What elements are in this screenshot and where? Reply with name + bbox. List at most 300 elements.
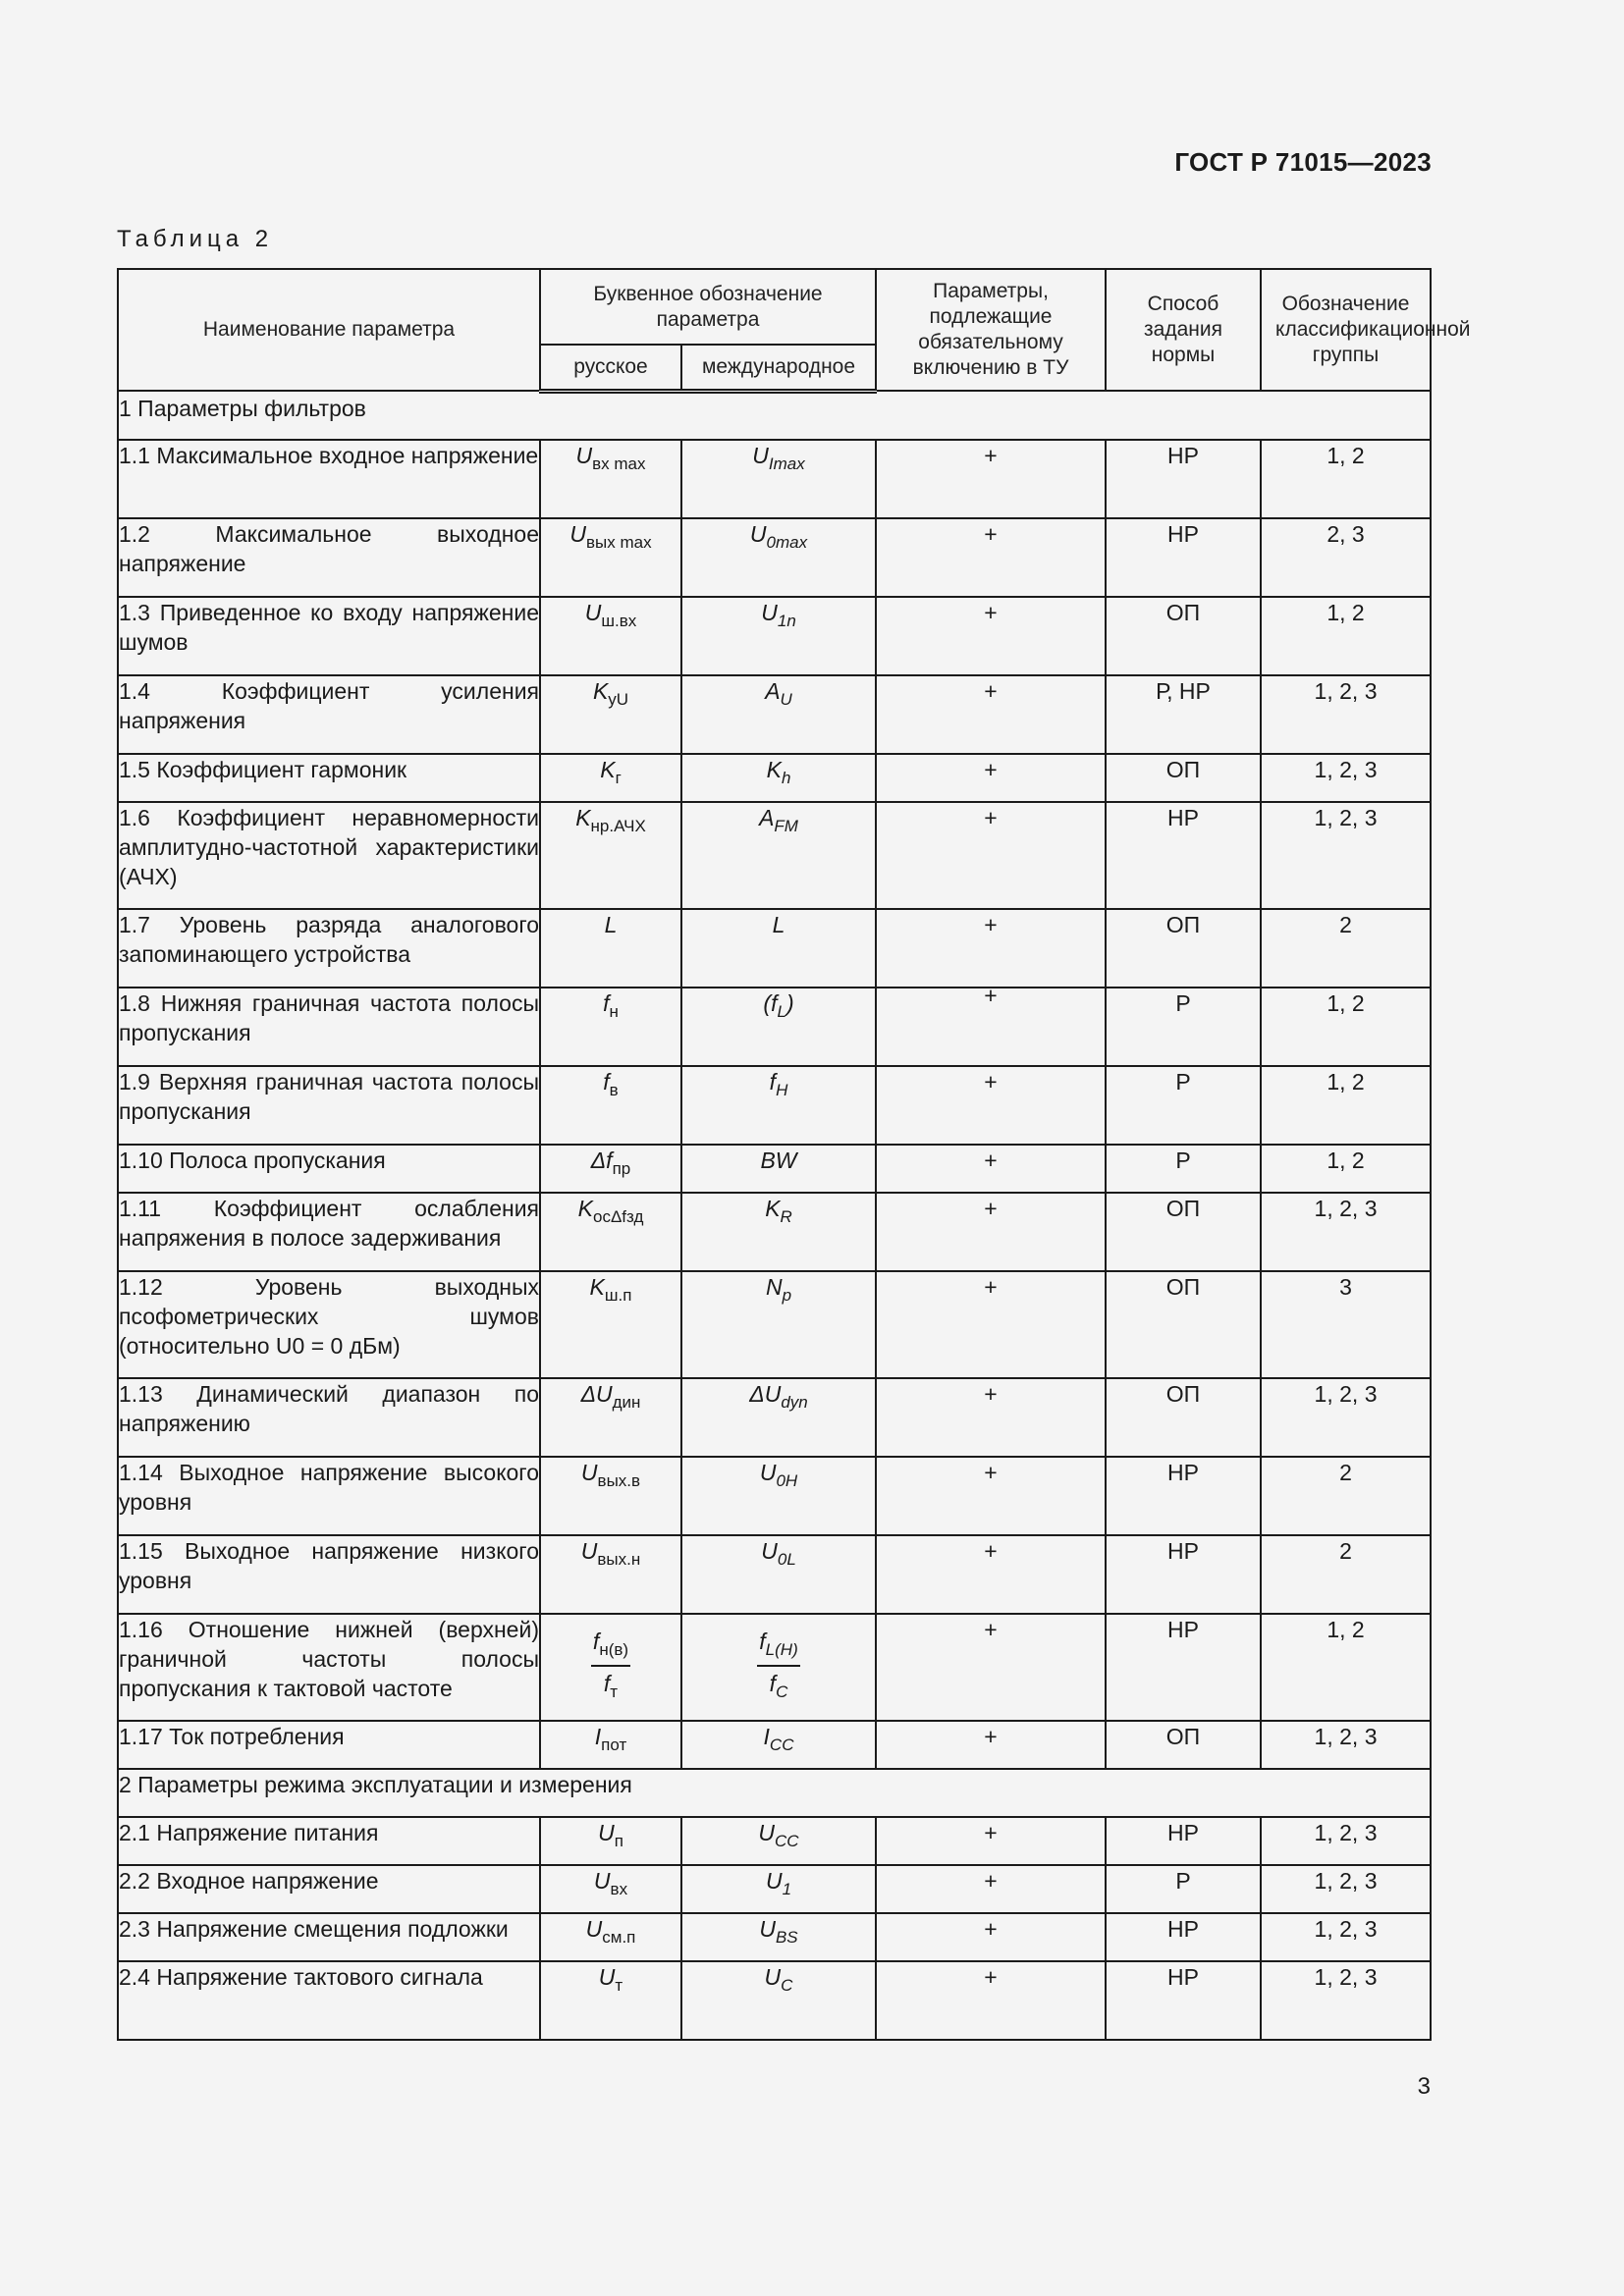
plus-mark: + — [984, 600, 998, 625]
symbol-subscript: нр.АЧХ — [590, 817, 646, 835]
mandatory-mark — [876, 1193, 1106, 1271]
symbol-subscript: R — [780, 1207, 792, 1226]
symbol-subscript: вых.в — [597, 1471, 641, 1490]
symbol-base: U — [761, 600, 778, 625]
fraction-numerator — [757, 1629, 799, 1667]
symbol-base: U — [749, 521, 767, 547]
symbol — [773, 912, 785, 937]
symbol-base: K — [575, 805, 591, 830]
symbol-subscript: L — [777, 1002, 786, 1021]
mandatory-mark — [876, 597, 1106, 675]
symbol-subscript: H — [776, 1081, 788, 1099]
russian-symbol — [540, 1066, 681, 1145]
international-symbol — [681, 1378, 876, 1457]
table-row — [118, 1193, 1431, 1271]
russian-symbol — [540, 1193, 681, 1271]
table-row — [118, 1457, 1431, 1535]
symbol-base: f — [603, 1671, 611, 1696]
table-row — [118, 909, 1431, 988]
symbol — [763, 1724, 794, 1754]
symbol — [759, 1460, 798, 1490]
symbol-subscript: т — [615, 1976, 623, 1995]
table-row — [118, 440, 1431, 518]
parameter-name: 1.3 Приведенное ко входу напряжение шумов — [118, 597, 540, 675]
parameter-name: 1.14 Выходное напряжение высокого уровня — [118, 1457, 540, 1535]
class-group: 1, 2, 3 — [1261, 1913, 1431, 1961]
symbol — [575, 443, 646, 473]
symbol-base: f — [769, 1671, 777, 1696]
symbol-subscript: н — [609, 1002, 619, 1021]
norm-method: ОП — [1106, 597, 1261, 675]
mandatory-mark — [876, 754, 1106, 802]
symbol-suffix: ) — [785, 990, 794, 1016]
parameter-name: 2.3 Напряжение смещения подложки — [118, 1913, 540, 1961]
symbol-subscript: C — [781, 1976, 793, 1995]
class-group: 1, 2 — [1261, 1614, 1431, 1721]
symbol-subscript: ш.вх — [601, 612, 637, 630]
class-group: 1, 2, 3 — [1261, 1817, 1431, 1865]
international-symbol — [681, 1817, 876, 1865]
symbol-subscript: L(H) — [765, 1640, 798, 1659]
mandatory-mark — [876, 1066, 1106, 1145]
parameter-name: 1.8 Нижняя граничная частота полосы пропускания — [118, 988, 540, 1066]
symbol — [763, 990, 794, 1021]
symbol — [752, 443, 805, 473]
table-row — [118, 1721, 1431, 1769]
symbol-subscript: осΔfзд — [592, 1207, 644, 1226]
section-row — [118, 1769, 1431, 1817]
mandatory-mark — [876, 1721, 1106, 1769]
symbol-base: I — [594, 1724, 602, 1749]
symbol-subscript: U — [780, 690, 792, 709]
class-group: 2 — [1261, 1457, 1431, 1535]
symbol-base: U — [584, 600, 602, 625]
symbol — [600, 757, 622, 787]
symbol — [749, 1381, 808, 1412]
symbol — [580, 1538, 641, 1569]
symbol — [569, 521, 652, 552]
mandatory-mark — [876, 1271, 1106, 1378]
section-title: 2 Параметры режима эксплуатации и измерения — [118, 1769, 1431, 1817]
parameter-name: 1.9 Верхняя граничная частота полосы пропускания — [118, 1066, 540, 1145]
russian-symbol — [540, 909, 681, 988]
international-symbol — [681, 1193, 876, 1271]
mandatory-mark — [876, 518, 1106, 597]
plus-mark: + — [984, 1538, 998, 1564]
parameter-name: 1.17 Ток потребления — [118, 1721, 540, 1769]
mandatory-mark — [876, 675, 1106, 754]
norm-method: НР — [1106, 1535, 1261, 1614]
symbol-subscript: см.п — [602, 1928, 636, 1947]
russian-symbol — [540, 1145, 681, 1193]
symbol-base: K — [577, 1196, 593, 1221]
symbol-base: f — [592, 1629, 600, 1654]
russian-symbol — [540, 1865, 681, 1913]
norm-method: НР — [1106, 440, 1261, 518]
table-row — [118, 1961, 1431, 2040]
symbol-subscript: н(в) — [599, 1640, 629, 1659]
symbol-base: K — [592, 678, 609, 704]
norm-method: НР — [1106, 1817, 1261, 1865]
plus-mark: + — [984, 1069, 998, 1095]
russian-symbol — [540, 1961, 681, 2040]
mandatory-mark — [876, 1378, 1106, 1457]
norm-method: Р, НР — [1106, 675, 1261, 754]
symbol-subscript: h — [781, 769, 791, 787]
symbol-base: Δf — [590, 1148, 613, 1173]
symbol-subscript: C — [776, 1682, 788, 1701]
class-group: 1, 2, 3 — [1261, 1721, 1431, 1769]
norm-method: Р — [1106, 1865, 1261, 1913]
int-fraction — [757, 1629, 799, 1705]
symbol — [575, 805, 646, 835]
symbol-subscript: пр — [612, 1159, 631, 1178]
norm-method: ОП — [1106, 1193, 1261, 1271]
table-row — [118, 518, 1431, 597]
class-group: 1, 2 — [1261, 440, 1431, 518]
fraction-numerator — [591, 1629, 630, 1667]
plus-mark: + — [984, 443, 998, 468]
mandatory-mark — [876, 1457, 1106, 1535]
norm-method: НР — [1106, 1614, 1261, 1721]
table-row — [118, 1535, 1431, 1614]
symbol-subscript: вых.н — [597, 1550, 641, 1569]
plus-mark: + — [984, 1196, 998, 1221]
fraction-denominator — [770, 1667, 788, 1705]
symbol-base: K — [600, 757, 616, 782]
symbol — [594, 1724, 627, 1754]
russian-symbol — [540, 1457, 681, 1535]
symbol-base: BW — [760, 1148, 797, 1173]
table-row — [118, 1913, 1431, 1961]
norm-method: Р — [1106, 988, 1261, 1066]
norm-method: НР — [1106, 1913, 1261, 1961]
page-number: 3 — [1417, 2073, 1431, 2100]
class-group: 2 — [1261, 909, 1431, 988]
russian-symbol — [540, 988, 681, 1066]
symbol — [765, 678, 792, 709]
table-row — [118, 1378, 1431, 1457]
symbol-subscript: вх max — [592, 454, 646, 473]
symbol — [598, 1820, 623, 1850]
mandatory-mark — [876, 983, 1106, 1066]
symbol-base: (f — [763, 990, 778, 1016]
symbol-base: f — [759, 1629, 766, 1654]
russian-symbol — [540, 754, 681, 802]
mandatory-mark — [876, 440, 1106, 518]
international-symbol — [681, 909, 876, 988]
international-symbol — [681, 1457, 876, 1535]
symbol-base: K — [589, 1274, 605, 1300]
plus-mark: + — [984, 521, 998, 547]
norm-method: ОП — [1106, 1721, 1261, 1769]
symbol-base: U — [580, 1460, 598, 1485]
symbol — [761, 600, 796, 630]
plus-mark: + — [984, 805, 998, 830]
column-header-name: Наименование параметра — [118, 269, 540, 391]
symbol — [759, 1916, 798, 1947]
symbol — [592, 678, 629, 709]
table-row — [118, 1271, 1431, 1378]
russian-symbol — [540, 597, 681, 675]
symbol-base: ΔU — [580, 1381, 613, 1407]
class-group: 1, 2, 3 — [1261, 1193, 1431, 1271]
international-symbol — [681, 518, 876, 597]
class-group: 1, 2, 3 — [1261, 1378, 1431, 1457]
symbol — [765, 1868, 792, 1898]
symbol-base: U — [575, 443, 593, 468]
plus-mark: + — [984, 757, 998, 782]
class-group: 1, 2 — [1261, 1145, 1431, 1193]
russian-symbol — [540, 1535, 681, 1614]
table-row — [118, 675, 1431, 754]
plus-mark: + — [984, 1148, 998, 1173]
international-symbol — [681, 988, 876, 1066]
symbol-base: U — [765, 1868, 783, 1894]
norm-method: НР — [1106, 1457, 1261, 1535]
symbol-subscript: dyn — [781, 1393, 808, 1412]
international-symbol — [681, 1066, 876, 1145]
symbol-subscript: 1 — [782, 1880, 792, 1898]
symbol — [589, 1274, 632, 1305]
plus-mark: + — [984, 1916, 998, 1942]
mandatory-mark — [876, 1817, 1106, 1865]
class-group: 1, 2, 3 — [1261, 802, 1431, 909]
table-row — [118, 597, 1431, 675]
symbol-subscript: т — [610, 1682, 619, 1701]
symbol-base: U — [593, 1868, 611, 1894]
parameter-name: 2.4 Напряжение тактового сигнала — [118, 1961, 540, 2040]
symbol — [603, 990, 619, 1021]
class-group: 1, 2, 3 — [1261, 1961, 1431, 2040]
symbol-base: U — [759, 1916, 776, 1942]
table-row — [118, 754, 1431, 802]
parameter-name: 1.5 Коэффициент гармоник — [118, 754, 540, 802]
symbol-base: L — [772, 912, 785, 937]
russian-symbol — [540, 1378, 681, 1457]
parameter-name: 1.7 Уровень разряда аналогового запоминающего устройства — [118, 909, 540, 988]
symbol-base: A — [759, 805, 775, 830]
parameter-name: 1.15 Выходное напряжение низкого уровня — [118, 1535, 540, 1614]
symbol — [580, 1460, 641, 1490]
norm-method: НР — [1106, 518, 1261, 597]
norm-method: ОП — [1106, 1378, 1261, 1457]
russian-symbol — [540, 440, 681, 518]
symbol-subscript: г — [615, 769, 622, 787]
symbol-base: U — [759, 1460, 777, 1485]
column-header-class-group: Обозначение классификационной группы — [1261, 269, 1431, 391]
symbol-subscript: 0L — [777, 1550, 796, 1569]
symbol-subscript: в — [609, 1081, 619, 1099]
column-header-international: международное — [681, 345, 876, 391]
international-symbol — [681, 675, 876, 754]
symbol-subscript: вых max — [586, 533, 652, 552]
parameter-name: 1.6 Коэффициент неравномерности амплитудно-частотной характеристики (АЧХ) — [118, 802, 540, 909]
document-id: ГОСТ Р 71015—2023 — [1174, 147, 1432, 177]
symbol-base: A — [765, 678, 781, 704]
table-row — [118, 1066, 1431, 1145]
international-symbol — [681, 1961, 876, 2040]
international-symbol — [681, 440, 876, 518]
international-symbol — [681, 1913, 876, 1961]
symbol-subscript: пот — [601, 1735, 627, 1754]
mandatory-mark — [876, 802, 1106, 909]
class-group: 1, 2, 3 — [1261, 754, 1431, 802]
symbol-base: U — [764, 1964, 782, 1990]
fraction-denominator — [604, 1667, 618, 1705]
symbol-base: N — [765, 1274, 783, 1300]
parameter-name: 1.4 Коэффициент усиления напряжения — [118, 675, 540, 754]
plus-mark: + — [984, 912, 998, 937]
norm-method: НР — [1106, 802, 1261, 909]
plus-mark: + — [984, 1617, 998, 1642]
symbol-base: f — [603, 1069, 610, 1095]
symbol-base: U — [598, 1964, 616, 1990]
class-group: 1, 2, 3 — [1261, 675, 1431, 754]
class-group: 1, 2 — [1261, 1066, 1431, 1145]
symbol-base: f — [603, 990, 610, 1016]
symbol — [761, 1538, 796, 1569]
plus-mark: + — [984, 1274, 998, 1300]
plus-mark: + — [984, 1724, 998, 1749]
mandatory-mark — [876, 1145, 1106, 1193]
symbol — [759, 805, 798, 835]
symbol — [585, 1916, 636, 1947]
norm-method: ОП — [1106, 1271, 1261, 1378]
parameter-name: 1.2 Максимальное выходное напряжение — [118, 518, 540, 597]
symbol-subscript: п — [614, 1832, 623, 1850]
parameter-name: 1.1 Максимальное входное напряжение — [118, 440, 540, 518]
russian-symbol — [540, 1913, 681, 1961]
international-symbol — [681, 597, 876, 675]
norm-method: Р — [1106, 1066, 1261, 1145]
symbol — [598, 1964, 623, 1995]
symbol-subscript: Imax — [768, 454, 805, 473]
mandatory-mark — [876, 1535, 1106, 1614]
symbol-subscript: p — [782, 1286, 792, 1305]
column-header-letter-designation: Буквенное обозначение параметра — [540, 269, 876, 345]
russian-symbol — [540, 802, 681, 909]
table-row — [118, 802, 1431, 909]
international-symbol — [681, 1535, 876, 1614]
symbol — [765, 1196, 792, 1226]
parameter-name: 1.13 Динамический диапазон по напряжению — [118, 1378, 540, 1457]
parameter-name: 1.16 Отношение нижней (верхней) граничной частоты полосы пропускания к тактовой частоте — [118, 1614, 540, 1721]
symbol — [765, 1274, 792, 1305]
class-group: 1, 2 — [1261, 597, 1431, 675]
symbol-subscript: yU — [608, 690, 629, 709]
plus-mark: + — [984, 1964, 998, 1990]
symbol-base: L — [604, 912, 618, 937]
symbol — [769, 1069, 788, 1099]
plus-mark: + — [984, 1868, 998, 1894]
russian-symbol — [540, 518, 681, 597]
symbol — [584, 600, 637, 630]
international-symbol — [681, 802, 876, 909]
plus-mark: + — [984, 1381, 998, 1407]
symbol — [580, 1381, 641, 1412]
class-group: 3 — [1261, 1271, 1431, 1378]
symbol-base: f — [769, 1069, 777, 1095]
table-row — [118, 988, 1431, 1066]
symbol-subscript: CC — [769, 1735, 794, 1754]
column-header-russian: русское — [540, 345, 681, 391]
international-symbol — [681, 754, 876, 802]
parameter-name: 1.10 Полоса пропускания — [118, 1145, 540, 1193]
symbol-base: U — [758, 1820, 776, 1845]
plus-mark: + — [984, 983, 998, 1008]
mandatory-mark — [876, 909, 1106, 988]
mandatory-mark — [876, 1913, 1106, 1961]
international-symbol — [681, 1145, 876, 1193]
norm-method: ОП — [1106, 754, 1261, 802]
parameters-table — [117, 268, 1471, 2041]
symbol-subscript: 0max — [766, 533, 808, 552]
section-title: 1 Параметры фильтров — [118, 391, 1431, 440]
symbol-base: U — [569, 521, 587, 547]
international-symbol — [681, 1271, 876, 1378]
table-row — [118, 1145, 1431, 1193]
plus-mark: + — [984, 1460, 998, 1485]
symbol-base: U — [580, 1538, 598, 1564]
russian-symbol — [540, 1721, 681, 1769]
symbol-subscript: вх — [610, 1880, 628, 1898]
russian-symbol — [540, 1614, 681, 1721]
symbol-base: ΔU — [749, 1381, 782, 1407]
table-body — [118, 391, 1431, 2040]
section-row — [118, 391, 1431, 440]
russian-symbol — [540, 1271, 681, 1378]
table-row — [118, 1817, 1431, 1865]
class-group: 1, 2 — [1261, 988, 1431, 1066]
symbol — [593, 1868, 628, 1898]
plus-mark: + — [984, 678, 998, 704]
table-caption: Таблица 2 — [117, 226, 274, 252]
column-header-mandatory: Параметры, подлежащие обязательному включению в ТУ — [876, 269, 1106, 391]
norm-method: НР — [1106, 1961, 1261, 2040]
symbol-base: U — [598, 1820, 615, 1845]
symbol-subscript: BS — [775, 1928, 798, 1947]
symbol — [749, 521, 808, 552]
symbol-subscript: 0H — [776, 1471, 798, 1490]
symbol-subscript: CC — [775, 1832, 799, 1850]
symbol-subscript: ш.п — [604, 1286, 632, 1305]
table-row — [118, 1865, 1431, 1913]
symbol — [577, 1196, 644, 1226]
norm-method: ОП — [1106, 909, 1261, 988]
symbol-base: U — [752, 443, 769, 468]
mandatory-mark — [876, 1614, 1106, 1721]
symbol — [760, 1148, 796, 1173]
mandatory-mark — [876, 1961, 1106, 2040]
class-group: 2, 3 — [1261, 518, 1431, 597]
parameter-name: 1.12 Уровень выходных псофометрических шумов (относительно U0 = 0 дБм) — [118, 1271, 540, 1378]
russian-symbol — [540, 675, 681, 754]
parameter-name: 2.1 Напряжение питания — [118, 1817, 540, 1865]
international-symbol — [681, 1721, 876, 1769]
symbol-subscript: 1n — [777, 612, 796, 630]
column-header-norm-method: Способ задания нормы — [1106, 269, 1261, 391]
symbol-base: I — [763, 1724, 770, 1749]
symbol-subscript: FM — [774, 817, 798, 835]
mandatory-mark — [876, 1865, 1106, 1913]
class-group: 2 — [1261, 1535, 1431, 1614]
symbol — [758, 1820, 799, 1850]
symbol — [603, 1069, 619, 1099]
plus-mark: + — [984, 1820, 998, 1845]
symbol — [590, 1148, 631, 1178]
russian-symbol — [540, 1817, 681, 1865]
